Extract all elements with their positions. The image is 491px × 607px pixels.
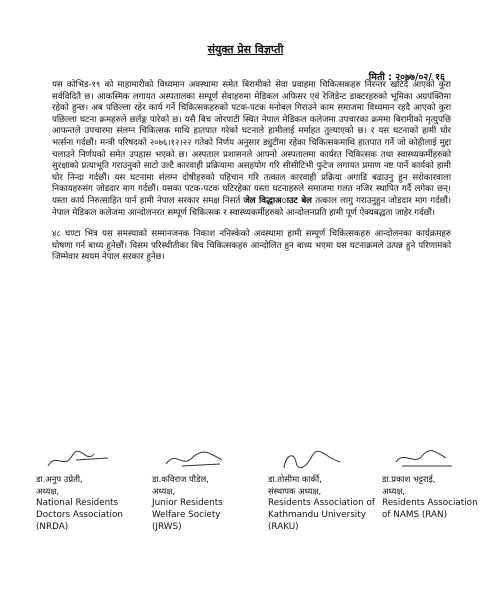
paragraph-1-text: यस कोभिड-१९ को माहामारीको विध्यमान अवस्थामा समेत बिरामीको सेवा प्रवाहमा चिकित्सकहरु निरन्तर खटिदै आएको कुरा सर्वविदितै छ। आकस्मिक लगायत अस्पतालका सम्पूर्ण सेवाहरुमा मेडिकल अफिसर एवं रेजिडेन्ट डाक्टरहरुको भूमिका अग्रपंक्तिमा रहेको हुन्छ। अब पछिल्ला रहेर कार्य गर्ने चिकित्सकहरुको पटक-पटक मनोबल गिराउने काम समाजमा विध्यमान रहदै आएको कुरा पछिल्ला घटना क्रमहरुले छर्लङ्ग पारेको छ। यसै बिच जोरपाटी स्थित नेपाल मेडिकल कलेजमा उपचारका क्रममा बिरामीको मृत्युपछि आफन्तले उपचारमा संलग्न चिकित्सक माथि हातपात गरेको घटनाले हामीलाई मर्माहत तुल्याएको छ। र यस घटनाको हामी घोर भर्त्सना गर्दछौं। मन्त्री परिषदको २०७६।१२।२२ गतेको निर्णय अनुसार ड्युटीमा रहेका चिकित्सकमाथि हातपात गर्ने जो कोहीलाई मुद्दा चलाउने निर्णयको समेत उपहास भएको छ। अस्पताल प्रशासनले आफ्नो अस्पतालमा कार्यरत चिकित्सक तथा स्वास्थ्यकर्मीहरुको सुरक्षाको प्रत्याभूति गराउनुको साटो उल्टै कारवाही प्रक्रियामा असहयोग गरि सीसीटिभी फुटेज लगायत प्रमाण नष्ट पार्ने कार्यको हामी घोर निन्दा गर्दछौं। यस घटनामा संलग्न दोषीहरुको पहिचान गरि तत्काल कारवाही प्रक्रिया अगाडि बढाउनु हुन सरोकारवाला निकायहरुसंग जोडदार माग गर्दछौं। यसका पटक-पटक घटिरहेका यस्ता घटनाहरुले समाजमा गलत नजिर स्थापित गर्दै लगेका छन्। यस्ता कार्य निरुत्साहित पार्न हामी नेपाल सरकार समक्ष निसर्त (52, 80, 451, 206)
signatory-org-line-2: Welfare Society (152, 510, 221, 520)
signatory-org-line-2: of NAMS (RAN) (382, 510, 448, 520)
signatory-role: अध्यक्ष, (36, 485, 60, 496)
body-paragraph-1 (52, 80, 451, 219)
signatory-name: डा.कविराज पौडेल, (152, 474, 209, 484)
handwritten-signature-icon (46, 448, 116, 470)
signatures-block (36, 448, 478, 598)
document-body (52, 80, 451, 274)
signatory-name: डा.प्रकाश भट्टराई, (382, 474, 436, 484)
signatory-org-line-1: Residents Association (382, 498, 478, 508)
body-paragraph-2: ४८ घण्टा भित्र यस समस्याको सम्मानजनक निकाश ननिस्केको अवस्थामा हामी सम्पूर्ण चिकित्सकहरु आन्दोलनका कार्यक्रमहरु घोषणा गर्न बाध्य हुनेछौं। विसम परिस्थीतीका बिच चिकित्सकहरु आन्दोलित हुन बाध्य भएमा यस घटनाक्रमले उत्पन्न हुने परिणामको जिम्मेवार स्वयम नेपाल सरकार हुनेछ। (52, 229, 451, 263)
bold-phrase: जेल विद्धाअाउट बेल (243, 195, 312, 206)
signatory-org-line-3: (JRWS) (152, 522, 182, 532)
signatory-org-line-3: (NRDA) (36, 522, 69, 532)
signatory-role: अध्यक्ष, (152, 485, 176, 496)
signatory-org-line-2: Kathmandu University (268, 510, 366, 520)
handwritten-signature-icon (162, 448, 232, 470)
document-title: संयुक्त प्रेस विज्ञप्ती (207, 43, 284, 56)
signatory-org-line-1: Junior Residents (152, 498, 223, 508)
document-date: मिती : २०७७/०२/ १६ (368, 72, 445, 83)
signatory-org-line-3: (RAKU) (268, 522, 299, 532)
signatory-nrda (36, 448, 154, 533)
signatory-org-line-2: Doctors Association (36, 510, 123, 520)
handwritten-signature-icon (392, 448, 462, 470)
signatory-org-line-1: National Residents (36, 498, 119, 508)
signatory-name: डा.अनुप उप्रेती, (36, 474, 83, 484)
signatory-raku (268, 448, 388, 533)
signatory-jrws (152, 448, 270, 533)
signatory-role: संस्थापक अध्यक्ष, (268, 485, 322, 496)
signatory-org-line-1: Residents Association of (268, 498, 375, 508)
signatory-ran (382, 448, 491, 521)
signatory-role: अध्यक्ष, (382, 485, 406, 496)
handwritten-signature-icon (278, 448, 348, 470)
signatory-name: डा.तोसीमा कार्की, (268, 474, 322, 484)
paragraph-1-tail: तत्काल लागु गराउनुहुन जोडदार माग गर्दछौं। नेपाल मेडिकल कलेजमा आन्दोलनरत सम्पूर्ण चिकित्सक र स्वास्थ्यकर्मीहरुको आन्दोलनप्रति हामी पूर्ण ऐक्यबद्धता जाहेर गर्दछौं। (52, 195, 451, 218)
